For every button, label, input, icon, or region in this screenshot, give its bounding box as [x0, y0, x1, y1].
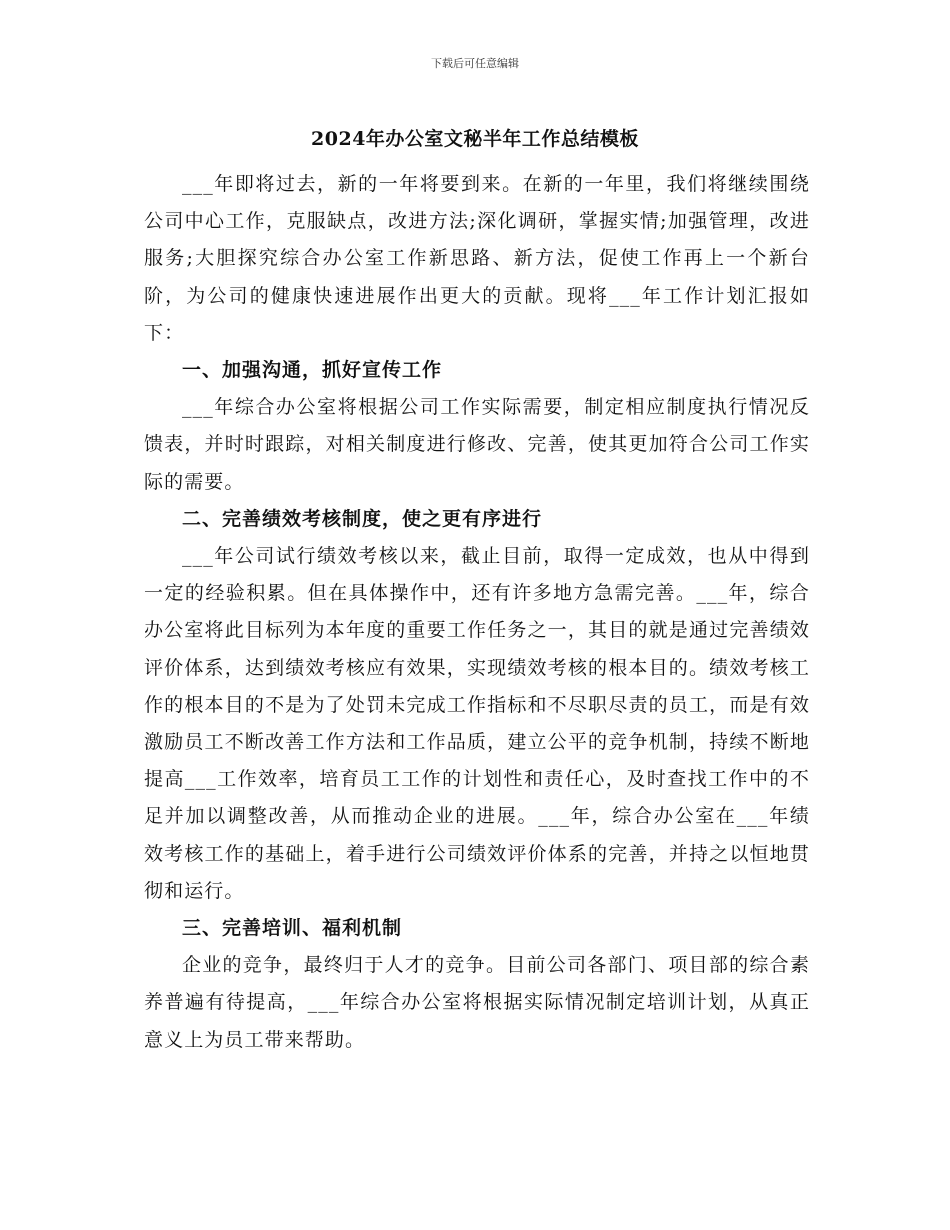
- section-body-3: 企业的竞争，最终归于人才的竞争。目前公司各部门、项目部的综合素养普遍有待提高，___年综合办公室将根据实际情况制定培训计划，从真正意义上为员工带来帮助。: [144, 954, 810, 1051]
- section-heading-3: 三、完善培训、福利机制: [182, 917, 403, 940]
- section-heading-2: 二、完善绩效考核制度，使之更有序进行: [182, 507, 543, 530]
- intro-paragraph: ___年即将过去，新的一年将要到来。在新的一年里，我们将继续围绕公司中心工作，克服缺点，改进方法;深化调研，掌握实情;加强管理，改进服务;大胆探究综合办公室工作新思路、新方法，促使工作再上一个新台阶，为公司的健康快速进展作出更大的贡献。现将___年工作计划汇报如下：: [144, 173, 810, 344]
- section-heading-1: 一、加强沟通，抓好宣传工作: [182, 359, 443, 382]
- document-body: [144, 166, 810, 1059]
- header-note: 下载后可任意编辑: [431, 57, 519, 70]
- page-title: 2024年办公室文秘半年工作总结模板: [311, 128, 639, 150]
- section-body-2: ___年公司试行绩效考核以来，截止目前，取得一定成效，也从中得到一定的经验积累。但在具体操作中，还有许多地方急需完善。___年，综合办公室将此目标列为本年度的重要工作任务之一，其目的就是通过完善绩效评价体系，达到绩效考核应有效果，实现绩效考核的根本目的。绩效考核工作的根本目的不是为了处罚未完成工作指标和不尽职尽责的员工，而是有效激励员工不断改善工作方法和工作品质，建立公平的竞争机制，持续不断地提高___工作效率，培育员工工作的计划性和责任心，及时查找工作中的不足并加以调整改善，从而推动企业的进展。___年，综合办公室在___年绩效考核工作的基础上，着手进行公司绩效评价体系的完善，并持之以恒地贯彻和运行。: [144, 545, 810, 902]
- section-body-1: ___年综合办公室将根据公司工作实际需要，制定相应制度执行情况反馈表，并时时跟踪，对相关制度进行修改、完善，使其更加符合公司工作实际的需要。: [144, 396, 810, 493]
